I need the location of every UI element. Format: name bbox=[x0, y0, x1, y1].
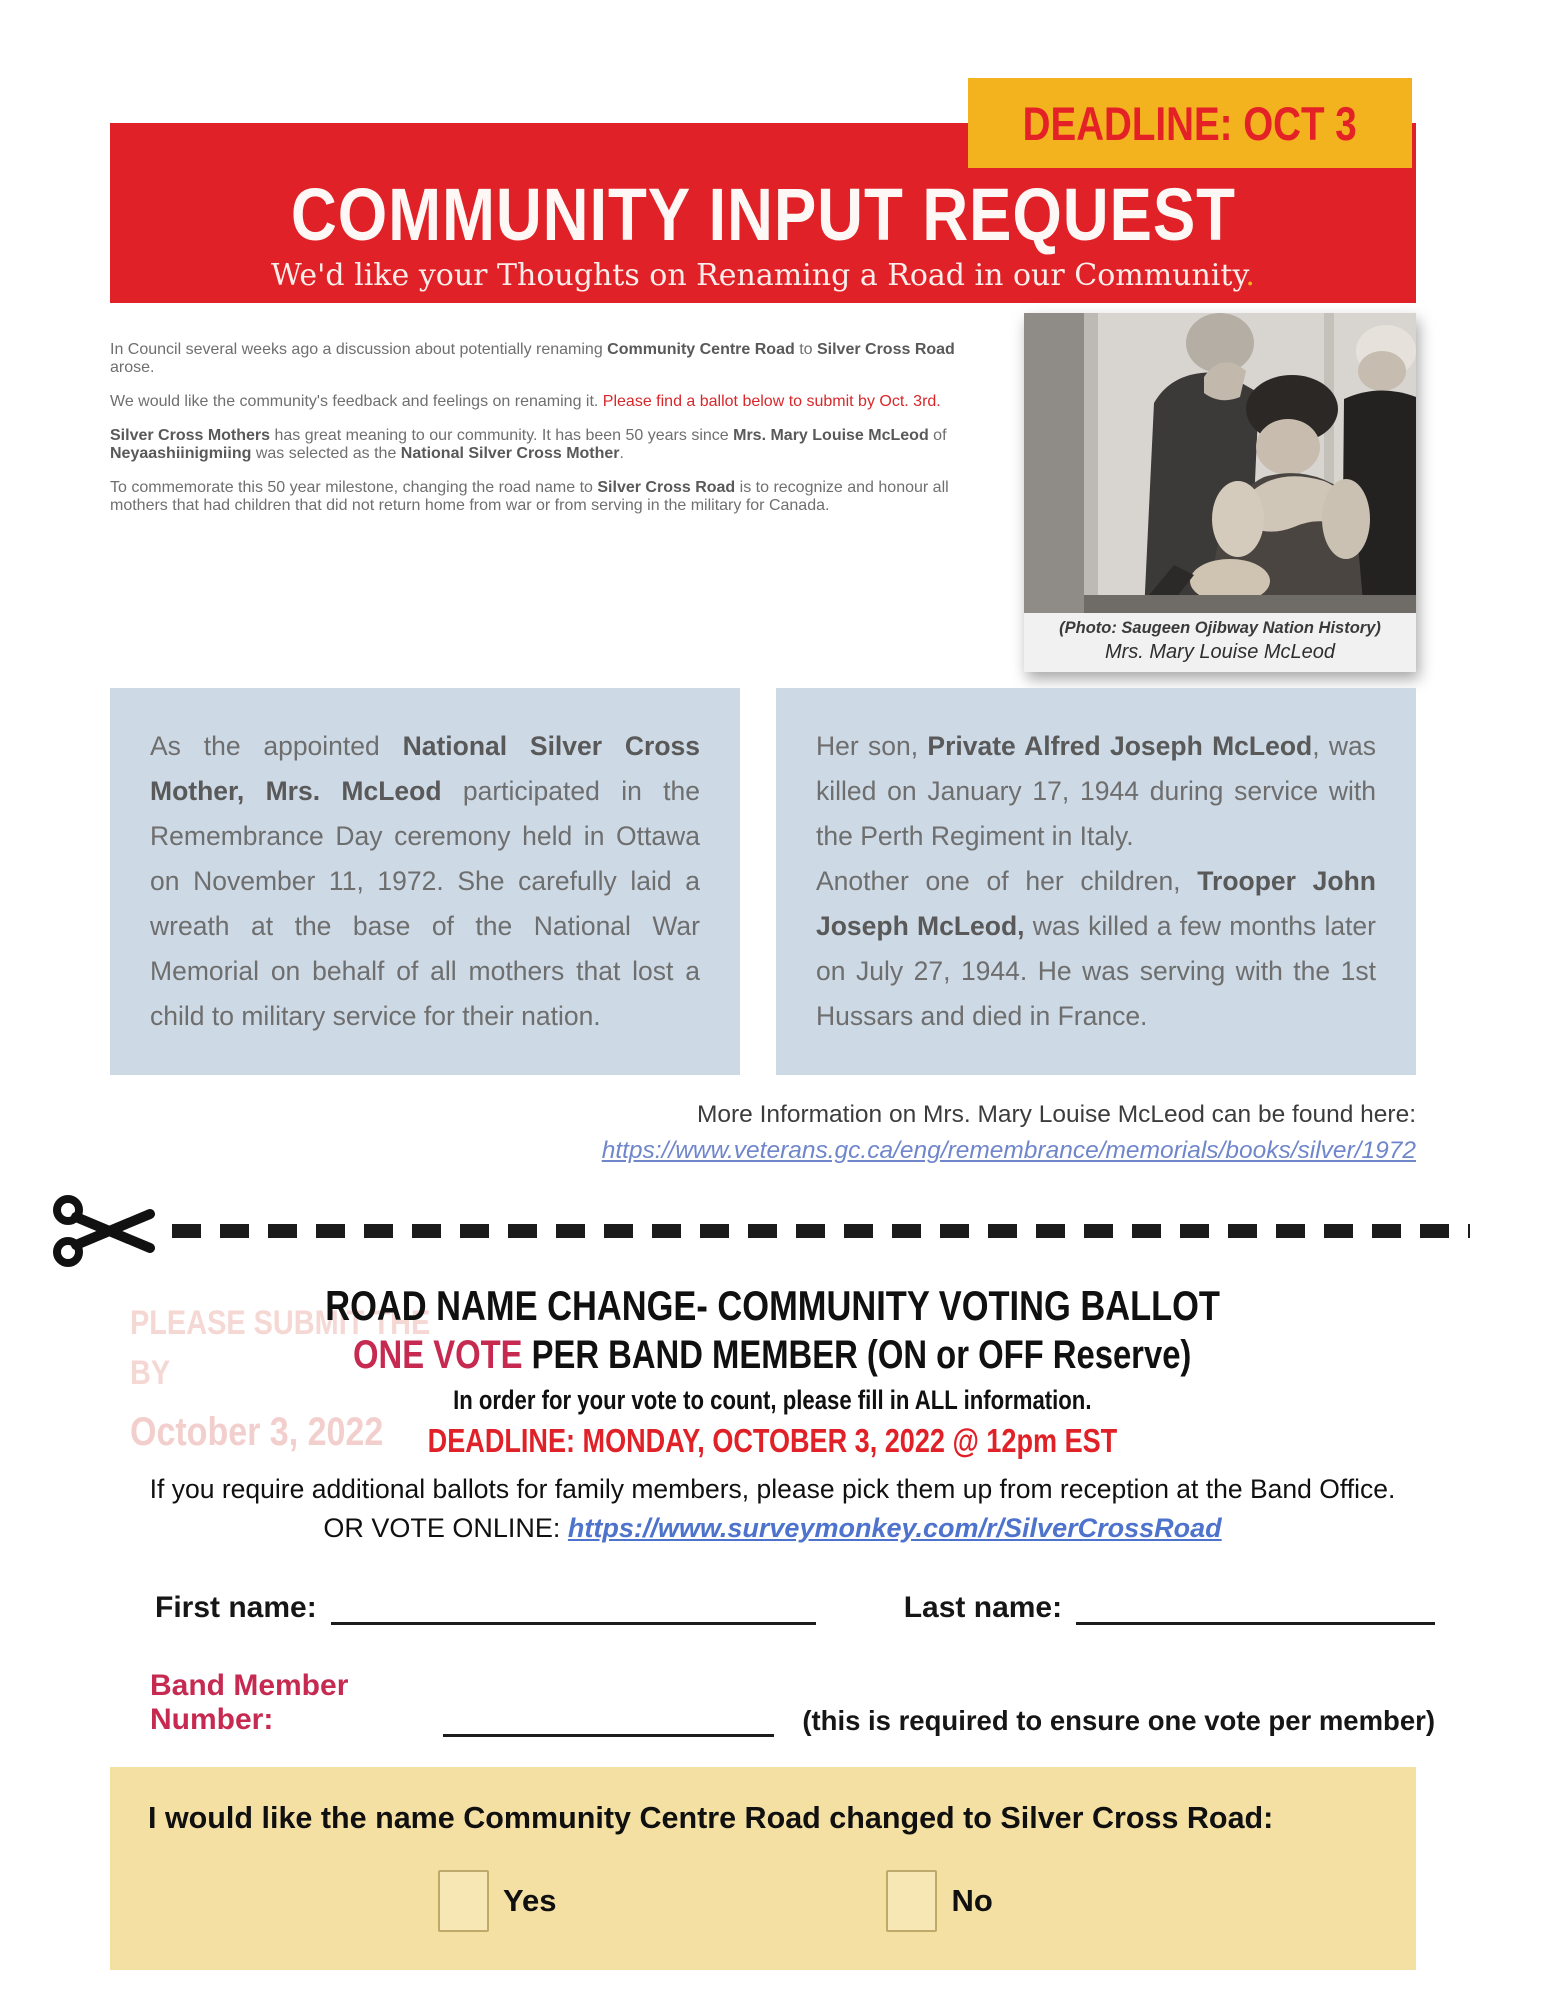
name-fields-row bbox=[155, 1586, 1435, 1625]
info-boxes bbox=[110, 688, 1416, 1075]
cut-line bbox=[52, 1194, 1470, 1268]
photo-caption bbox=[1024, 613, 1416, 672]
page-subtitle: We'd like your Thoughts on Renaming a Road in our Community. bbox=[271, 258, 1255, 293]
intro-paragraph-4: To commemorate this 50 year milestone, changing the road name to Silver Cross Road is to recognize and honour all mothers that had children that did not return home from war or from serving in the military for Canada. bbox=[110, 479, 949, 514]
vote-question: I would like the name Community Centre Road changed to Silver Cross Road: bbox=[148, 1800, 1274, 1835]
watermark-line-1: PLEASE SUBMIT THE bbox=[130, 1304, 431, 1343]
yes-label: Yes bbox=[503, 1882, 557, 1918]
info-box-ceremony-text: As the appointed National Silver Cross Mother, Mrs. McLeod participated in the Remembrance Day ceremony held in Ottawa on November 11, 1972. She carefully laid a wreath at the base of the National War Memorial on behalf of all mothers that lost a child to military service for their nation. bbox=[150, 731, 700, 1032]
deadline-banner bbox=[968, 78, 1412, 168]
historic-photo-card bbox=[1024, 313, 1416, 672]
ballot-reminder-text: Please find a ballot below to submit by Oct. 3rd. bbox=[602, 393, 941, 410]
ballot-title: ROAD NAME CHANGE- COMMUNITY VOTING BALLOT bbox=[325, 1282, 1220, 1330]
intro-paragraph-2: We would like the community's feedback and feelings on renaming it. Please find a ballot below to submit by Oct. 3rd. bbox=[110, 393, 941, 410]
fill-all-info-note: In order for your vote to count, please fill in ALL information. bbox=[453, 1384, 1092, 1415]
last-name-field[interactable] bbox=[1076, 1586, 1435, 1625]
one-vote-rest: PER BAND MEMBER (ON or OFF Reserve) bbox=[522, 1332, 1192, 1377]
vote-online-line bbox=[0, 1513, 1545, 1544]
no-checkbox[interactable] bbox=[886, 1870, 937, 1932]
yes-checkbox[interactable] bbox=[438, 1870, 489, 1932]
ballot-section bbox=[0, 1282, 1545, 1543]
vote-question-box bbox=[110, 1767, 1416, 1970]
dashed-cut-line bbox=[172, 1224, 1470, 1238]
info-box-sons-paragraph-1: Her son, Private Alfred Joseph McLeod, was killed on January 17, 1944 during service with the Perth Regiment in Italy. bbox=[816, 731, 1376, 852]
subtitle-period: . bbox=[1245, 258, 1255, 293]
watermark-line-2: BY bbox=[130, 1354, 171, 1393]
band-member-note: (this is required to ensure one vote per member) bbox=[802, 1704, 1435, 1736]
surveymonkey-link[interactable]: https://www.surveymonkey.com/r/SilverCrossRoad bbox=[567, 1512, 1222, 1543]
veterans-link[interactable]: https://www.veterans.gc.ca/eng/remembrance/memorials/books/silver/1972 bbox=[601, 1136, 1416, 1164]
yes-choice bbox=[438, 1870, 556, 1932]
vote-online-label: OR VOTE ONLINE: bbox=[323, 1512, 568, 1543]
vote-choices bbox=[148, 1870, 1378, 1932]
intro-paragraph-1: In Council several weeks ago a discussion about potentially renaming Community Centre Road to Silver Cross Road arose. bbox=[110, 341, 955, 376]
band-member-row bbox=[150, 1669, 1435, 1737]
band-member-label: Band Member Number: bbox=[150, 1668, 349, 1736]
first-name-label: First name: bbox=[155, 1590, 317, 1624]
info-box-sons bbox=[776, 688, 1416, 1075]
ballot-deadline: DEADLINE: MONDAY, OCTOBER 3, 2022 @ 12pm EST bbox=[427, 1421, 1118, 1459]
historic-photo bbox=[1024, 313, 1416, 613]
scissors-icon bbox=[52, 1194, 156, 1268]
photo-subject-name: Mrs. Mary Louise McLeod bbox=[1104, 641, 1336, 663]
additional-ballots-note: If you require additional ballots for family members, please pick them up from reception at the Band Office. bbox=[149, 1473, 1396, 1504]
no-label: No bbox=[951, 1882, 993, 1918]
last-name-label: Last name: bbox=[903, 1590, 1063, 1624]
more-info-text: More Information on Mrs. Mary Louise McLeod can be found here: bbox=[696, 1101, 1416, 1129]
no-choice bbox=[886, 1870, 992, 1932]
page-title: COMMUNITY INPUT REQUEST bbox=[290, 173, 1236, 256]
info-box-ceremony bbox=[110, 688, 740, 1075]
deadline-banner-text: DEADLINE: OCT 3 bbox=[1022, 96, 1358, 150]
intro-paragraph-3: Silver Cross Mothers has great meaning to our community. It has been 50 years since Mrs. Mary Louise McLeod of Neyaashiinigmiing was selected as the National Silver Cross Mother. bbox=[110, 427, 947, 462]
intro-section bbox=[0, 303, 1545, 1168]
watermark-line-3: October 3, 2022 bbox=[130, 1410, 384, 1455]
photo-credit: (Photo: Saugeen Ojibway Nation History) bbox=[1059, 619, 1381, 637]
one-vote-emphasis: ONE VOTE bbox=[353, 1332, 523, 1377]
band-member-field[interactable] bbox=[443, 1698, 774, 1737]
more-info bbox=[110, 1097, 1416, 1168]
info-box-sons-paragraph-2: Another one of her children, Trooper John Joseph McLeod, was killed a few months later on July 27, 1944. He was serving with the 1st Hussars and died in France. bbox=[816, 866, 1376, 1032]
first-name-field[interactable] bbox=[331, 1586, 816, 1625]
